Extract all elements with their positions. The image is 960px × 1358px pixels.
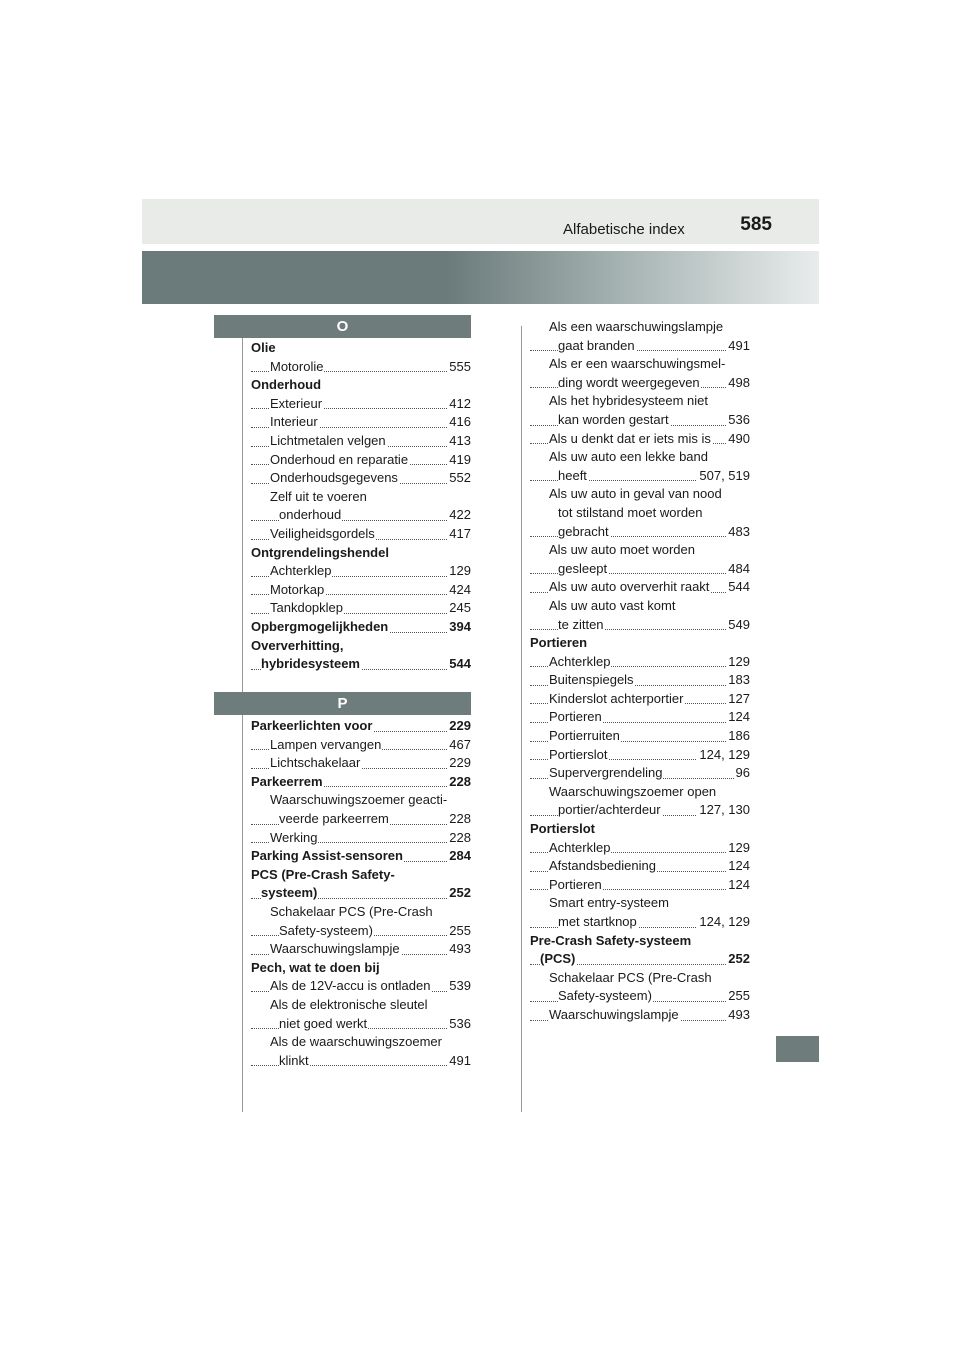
index-entry-text: te zitten	[558, 616, 604, 632]
index-entry-text: Portieren	[549, 709, 602, 725]
index-entry	[530, 467, 750, 486]
index-entry-text: Safety-systeem)	[279, 922, 373, 938]
index-entry	[251, 754, 471, 773]
index-entry-text: Afstandsbediening	[549, 858, 656, 874]
index-entry-page: 413	[447, 432, 471, 451]
index-entry	[251, 432, 471, 451]
index-entry	[251, 717, 471, 736]
index-entry	[530, 969, 750, 988]
index-entry-page: 255	[726, 987, 750, 1006]
index-entry	[251, 637, 471, 656]
index-entry-text: Interieur	[270, 414, 318, 430]
index-entry-text: niet goed werkt	[279, 1015, 368, 1031]
index-entry-page: 419	[447, 451, 471, 470]
index-entry	[251, 903, 471, 922]
index-entry	[251, 791, 471, 810]
index-entry	[251, 736, 471, 755]
index-entry-text: Achterklep	[270, 563, 332, 579]
index-entry-text: Lampen vervangen	[270, 736, 382, 752]
index-entry	[251, 1052, 471, 1071]
index-entry	[251, 977, 471, 996]
index-entry-page: 228	[447, 810, 471, 829]
index-entry	[251, 866, 471, 885]
index-entry-page: 129	[447, 562, 471, 581]
index-entry-text: onderhoud	[279, 507, 342, 523]
index-column-right	[530, 318, 750, 1025]
index-entry	[530, 337, 750, 356]
index-entry-text: Buitenspiegels	[549, 672, 634, 688]
index-entry-page: 493	[726, 1006, 750, 1025]
index-entry-page: 422	[447, 506, 471, 525]
index-entry-text: Onderhoudsgegevens	[270, 470, 398, 486]
index-entry	[530, 857, 750, 876]
index-entry-text: Portierruiten	[549, 728, 620, 744]
index-entry	[251, 922, 471, 941]
index-entry-text: Als uw auto vast komt	[549, 597, 676, 613]
thumb-index-tab	[776, 1036, 819, 1062]
index-entry	[251, 525, 471, 544]
index-entry	[251, 339, 471, 358]
index-entry-page: 127	[726, 690, 750, 709]
index-entry-text: Ontgrendelingshendel	[251, 544, 389, 560]
index-entry	[251, 773, 471, 792]
index-entry	[251, 581, 471, 600]
index-entry	[530, 523, 750, 542]
index-entry	[530, 485, 750, 504]
index-entry-page: 245	[447, 599, 471, 618]
index-entry-page: 229	[447, 717, 471, 736]
chapter-banner	[142, 251, 819, 304]
index-entry	[251, 655, 471, 674]
index-entry-page: 124	[726, 857, 750, 876]
index-entry	[251, 413, 471, 432]
index-entry-text: Portieren	[549, 876, 602, 892]
index-entry	[530, 504, 750, 523]
index-entry-text: systeem)	[261, 885, 318, 901]
index-entry	[530, 708, 750, 727]
index-entry-text: hybridesysteem	[261, 656, 360, 672]
index-entry-page: 124, 129	[697, 746, 750, 765]
letter-heading-o: O	[214, 315, 471, 338]
index-entry-text: Lichtschakelaar	[270, 755, 361, 771]
index-entry-page: 555	[447, 358, 471, 377]
index-entry	[530, 932, 750, 951]
index-entry	[251, 1015, 471, 1034]
index-entry-text: (PCS)	[540, 951, 576, 967]
index-entry-page: 467	[447, 736, 471, 755]
index-entry-text: Onderhoud en reparatie	[270, 451, 409, 467]
index-entry-page: 417	[447, 525, 471, 544]
index-entry-page: 129	[726, 653, 750, 672]
index-entry-text: Als een waarschuwingslampje	[549, 319, 724, 334]
index-entry-text: Smart entry-systeem	[549, 895, 669, 911]
index-entry-page: 186	[726, 727, 750, 746]
index-entry	[530, 597, 750, 616]
index-entry-page: 252	[726, 950, 750, 969]
index-entry-text: Als u denkt dat er iets mis is	[549, 430, 711, 446]
index-entry-text: Schakelaar PCS (Pre-Crash	[549, 969, 712, 985]
index-entry-text: PCS (Pre-Crash Safety-	[251, 866, 395, 882]
index-entry	[251, 940, 471, 959]
index-entry	[251, 506, 471, 525]
index-entry	[530, 411, 750, 430]
index-entry	[530, 653, 750, 672]
page-number: 585	[740, 214, 772, 235]
index-entry	[251, 562, 471, 581]
index-entry-page: 491	[726, 337, 750, 356]
section-title: Alfabetische index	[563, 221, 685, 238]
index-entry-page: 536	[726, 411, 750, 430]
index-entry-text: Waarschuwingszoemer geacti-	[270, 792, 448, 808]
index-entry-page: 491	[447, 1052, 471, 1071]
index-entry-page: 394	[447, 618, 471, 637]
index-entry	[530, 764, 750, 783]
index-entry	[530, 355, 750, 374]
index-entry	[530, 820, 750, 839]
index-entry-text: kan worden gestart	[558, 411, 669, 427]
index-entry-text: Safety-systeem)	[558, 988, 652, 1004]
index-entry	[251, 810, 471, 829]
index-entry-text: Exterieur	[270, 395, 323, 411]
index-entry-text: Achterklep	[549, 839, 611, 855]
index-entry	[530, 318, 750, 337]
index-entry	[251, 1033, 471, 1052]
index-entry-text: Als het hybridesysteem niet	[549, 393, 708, 409]
index-entry-text: Opbergmogelijkheden	[251, 618, 389, 634]
index-entry-text: Waarschuwingszoemer open	[549, 783, 717, 799]
index-entry-page: 544	[726, 578, 750, 597]
index-entry	[530, 671, 750, 690]
index-entry-text: Parkeerrem	[251, 773, 323, 789]
index-entry-text: Olie	[251, 340, 276, 355]
index-entry-page: 228	[447, 829, 471, 848]
index-entry	[251, 618, 471, 637]
index-entry-text: Pre-Crash Safety-systeem	[530, 932, 692, 948]
index-entry	[530, 560, 750, 579]
index-entry-text: gaat branden	[558, 337, 635, 353]
index-entry-page: 255	[447, 922, 471, 941]
index-entry	[251, 376, 471, 395]
index-entry	[251, 847, 471, 866]
index-entry-text: ding wordt weergegeven	[558, 374, 700, 390]
index-entry-text: Tankdopklep	[270, 600, 343, 616]
index-entry	[530, 430, 750, 449]
index-entry-text: Parkeerlichten voor	[251, 718, 373, 733]
index-entry-text: Oververhitting,	[251, 637, 344, 653]
index-entry-text: Als uw auto in geval van nood	[549, 486, 722, 502]
index-entry-page: 284	[447, 847, 471, 866]
index-entry-page: 483	[726, 523, 750, 542]
index-entry-text: portier/achterdeur	[558, 802, 661, 818]
index-entry-text: veerde parkeerrem	[279, 810, 389, 826]
index-entry-page: 124, 129	[697, 913, 750, 932]
index-entry	[251, 451, 471, 470]
index-entry-text: Waarschuwingslampje	[549, 1006, 679, 1022]
index-entry	[530, 987, 750, 1006]
index-entry	[530, 1006, 750, 1025]
index-entry-text: tot stilstand moet worden	[558, 504, 703, 520]
index-entry-page: 127, 130	[697, 801, 750, 820]
index-entry-page: 412	[447, 395, 471, 414]
index-entry-text: heeft	[558, 467, 587, 483]
column-divider-left	[242, 326, 243, 1112]
index-entry	[251, 996, 471, 1015]
index-entry-page: 493	[447, 940, 471, 959]
index-entry	[530, 690, 750, 709]
index-entry-text: Als de elektronische sleutel	[270, 996, 428, 1012]
index-entry-text: Als de waarschuwingszoemer	[270, 1034, 442, 1050]
index-entry	[251, 358, 471, 377]
index-entry-text: Portierslot	[530, 821, 596, 837]
index-entry-text: Lichtmetalen velgen	[270, 432, 386, 448]
index-entry-page: 229	[447, 754, 471, 773]
index-entry-page: 183	[726, 671, 750, 690]
index-entry	[530, 616, 750, 635]
index-entry-page: 490	[726, 430, 750, 449]
index-entry	[251, 488, 471, 507]
index-entry	[530, 746, 750, 765]
index-entry	[530, 578, 750, 597]
index-entry-text: Zelf uit te voeren	[270, 488, 367, 504]
index-entry-page: 549	[726, 616, 750, 635]
index-entry	[251, 829, 471, 848]
index-entry-text: Pech, wat te doen bij	[251, 959, 380, 975]
index-entry	[530, 374, 750, 393]
index-entry	[530, 541, 750, 560]
index-entry-page: 228	[447, 773, 471, 792]
index-entry	[530, 801, 750, 820]
index-entry-text: Als er een waarschuwingsmel-	[549, 356, 726, 372]
index-entry-page: 96	[734, 764, 750, 783]
index-entry	[251, 395, 471, 414]
index-entry-text: Als de 12V-accu is ontladen	[270, 978, 431, 994]
index-entry-text: met startknop	[558, 914, 637, 929]
index-column-p	[251, 717, 471, 1070]
index-entry	[530, 392, 750, 411]
index-entry-text: klinkt	[279, 1052, 309, 1068]
index-entry-text: Schakelaar PCS (Pre-Crash	[270, 903, 433, 919]
index-entry	[530, 448, 750, 467]
index-entry-text: Als uw auto moet worden	[549, 542, 695, 558]
index-entry	[530, 894, 750, 913]
index-entry-page: 129	[726, 839, 750, 858]
index-entry-page: 252	[447, 884, 471, 903]
index-entry-text: gebracht	[558, 523, 609, 539]
index-entry-page: 536	[447, 1015, 471, 1034]
index-entry-text: Motorolie	[270, 358, 324, 374]
index-entry-page: 507, 519	[697, 467, 750, 486]
index-entry	[530, 634, 750, 653]
index-entry	[251, 884, 471, 903]
index-entry-page: 416	[447, 413, 471, 432]
index-entry	[530, 727, 750, 746]
index-entry	[251, 544, 471, 563]
index-entry-text: Kinderslot achterportier	[549, 690, 684, 706]
index-entry-text: Supervergrendeling	[549, 765, 663, 781]
index-entry-text: Als uw auto oververhit raakt	[549, 579, 710, 595]
index-entry-page: 124	[726, 708, 750, 727]
index-entry	[251, 469, 471, 488]
index-entry-text: Portierslot	[549, 746, 608, 762]
index-entry-page: 544	[447, 655, 471, 674]
index-entry-text: Onderhoud	[251, 377, 322, 393]
index-entry-page: 552	[447, 469, 471, 488]
index-entry-page: 498	[726, 374, 750, 393]
index-entry-text: Werking	[270, 829, 318, 845]
index-entry-text: Achterklep	[549, 653, 611, 669]
letter-heading-p: P	[214, 692, 471, 715]
index-entry-text: Als uw auto een lekke band	[549, 449, 708, 465]
index-entry-text: Motorkap	[270, 581, 325, 597]
index-entry	[530, 783, 750, 802]
index-entry-page: 124	[726, 876, 750, 895]
index-entry	[251, 959, 471, 978]
index-entry-page: 539	[447, 977, 471, 996]
index-entry	[251, 599, 471, 618]
index-entry-text: Veiligheidsgordels	[270, 525, 375, 541]
index-entry	[530, 913, 750, 932]
index-column-o	[251, 339, 471, 674]
index-entry-page: 424	[447, 581, 471, 600]
index-entry-page: 484	[726, 560, 750, 579]
index-entry-text: gesleept	[558, 560, 608, 576]
index-entry-text: Portieren	[530, 635, 588, 651]
column-divider-right	[521, 326, 522, 1112]
header-band	[142, 199, 819, 244]
index-entry	[530, 950, 750, 969]
index-entry-text: Waarschuwingslampje	[270, 941, 400, 957]
index-entry	[530, 839, 750, 858]
index-entry-text: Parking Assist-sensoren	[251, 848, 403, 864]
index-entry	[530, 876, 750, 895]
